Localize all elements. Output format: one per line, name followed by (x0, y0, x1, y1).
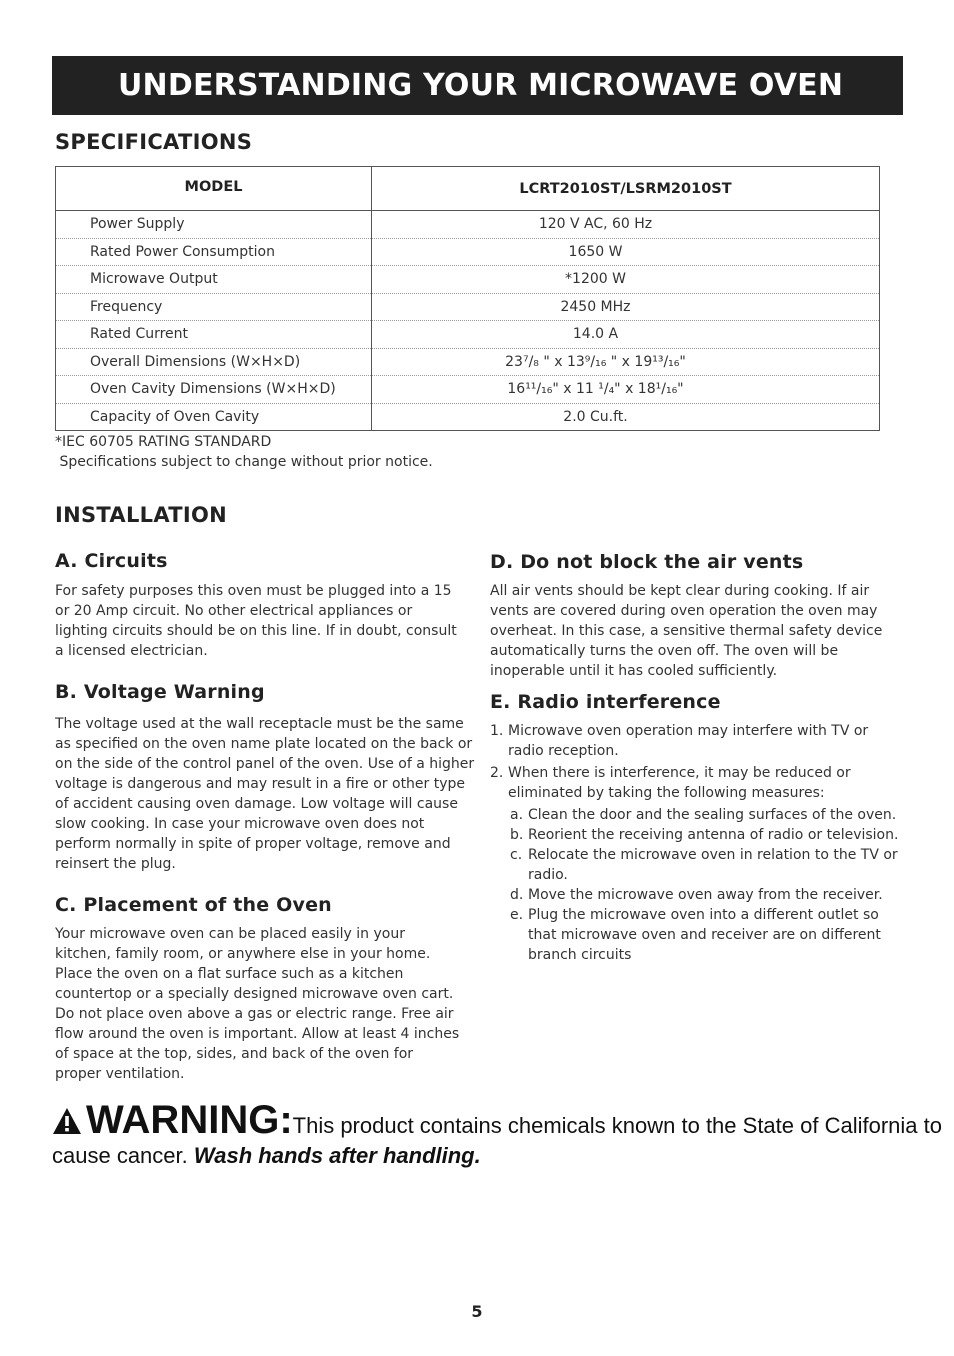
spec-label: Microwave Output (56, 266, 372, 294)
spec-label: Rated Current (56, 321, 372, 349)
radio-interference-heading: E. Radio interference (490, 691, 721, 713)
table-row (56, 211, 880, 239)
circuits-text: For safety purposes this oven must be plugged into a 15 or 20 Amp circuit. No other electrical appliances or lighting circuits should be on this line. If in doubt, consult a licensed electrician. (55, 583, 457, 659)
table-header-row (56, 167, 880, 211)
circuits-heading: A. Circuits (55, 550, 168, 572)
radio-interference-list (490, 721, 902, 965)
spec-value: 16¹¹/₁₆" x 11 ¹/₄" x 18¹/₁₆" (372, 376, 880, 404)
list-item (490, 763, 902, 803)
voltage-warning-text: The voltage used at the wall receptacle must be the same as specified on the oven name plate located on the back or on the side of the control panel of the oven. Use of a higher voltage is dangerous and may result in a fire or other type of accident causing oven damage. Low voltage will cause slow cooking. In case your microwave oven does not perform normally in spite of proper voltage, remove and reinsert the plug. (55, 716, 475, 872)
list-letter: c. (510, 847, 523, 863)
specifications-table (55, 166, 880, 431)
list-subitem (490, 825, 902, 845)
model-header: MODEL (56, 167, 372, 211)
list-text: Plug the microwave oven into a different outlet so that microwave oven and receiver are on different branch circuits (528, 907, 881, 963)
warning-label: WARNING: (86, 1098, 293, 1142)
table-row (56, 403, 880, 431)
table-row (56, 266, 880, 294)
list-text: When there is interference, it may be reduced or eliminated by taking the following measures: (508, 765, 851, 801)
voltage-warning-heading: B. Voltage Warning (55, 681, 265, 703)
air-vents-heading: D. Do not block the air vents (490, 551, 804, 573)
warning-text: This product contains chemicals known to the State of California to cause cancer. (52, 1113, 942, 1168)
placement-text: Your microwave oven can be placed easily in your kitchen, family room, or anywhere else in your home. Place the oven on a flat surface such as a kitchen countertop or a specially designed microwave oven cart. Do not place oven above a gas or electric range. Free air flow around the oven is important. Allow at least 4 inches of space at the top, sides, and back of the oven for proper ventilation. (55, 926, 460, 1082)
spec-label: Power Supply (56, 211, 372, 239)
spec-label: Rated Power Consumption (56, 238, 372, 266)
list-text: Reorient the receiving antenna of radio or television. (528, 827, 899, 843)
spec-label: Overall Dimensions (W×H×D) (56, 348, 372, 376)
rating-standard-note: *IEC 60705 RATING STANDARD (55, 434, 272, 450)
list-letter: b. (510, 827, 524, 843)
spec-label: Capacity of Oven Cavity (56, 403, 372, 431)
warning-emphasis: Wash hands after handling. (193, 1143, 481, 1168)
model-value-header: LCRT2010ST/LSRM2010ST (372, 167, 880, 211)
list-text: Move the microwave oven away from the receiver. (528, 887, 883, 903)
list-letter: a. (510, 807, 524, 823)
table-row (56, 321, 880, 349)
list-item (490, 721, 902, 761)
placement-heading: C. Placement of the Oven (55, 894, 332, 916)
list-subitem (490, 845, 902, 885)
installation-heading: INSTALLATION (55, 503, 228, 527)
list-text: Clean the door and the sealing surfaces of the oven. (528, 807, 897, 823)
spec-value: *1200 W (372, 266, 880, 294)
spec-change-note: Specifications subject to change without prior notice. (55, 454, 433, 470)
table-row (56, 238, 880, 266)
list-text: Microwave oven operation may interfere with TV or radio reception. (508, 723, 869, 759)
spec-value: 2.0 Cu.ft. (563, 408, 628, 425)
list-text: Relocate the microwave oven in relation to the TV or radio. (528, 847, 898, 883)
spec-value: 2450 MHz (372, 293, 880, 321)
warning-block (52, 1098, 942, 1170)
spec-value: 120 V AC, 60 Hz (372, 211, 880, 239)
specifications-heading: SPECIFICATIONS (55, 130, 253, 154)
page-number: 5 (471, 1302, 483, 1321)
list-subitem (490, 805, 902, 825)
list-subitem (490, 885, 902, 905)
list-subitem (490, 905, 902, 965)
spec-value: 14.0 A (372, 321, 880, 349)
list-number: 2. (490, 765, 504, 781)
page-banner: UNDERSTANDING YOUR MICROWAVE OVEN (52, 56, 903, 115)
spec-label: Oven Cavity Dimensions (W×H×D) (56, 376, 372, 404)
spec-value: 23⁷/₈ " x 13⁹/₁₆ " x 19¹³/₁₆" (372, 348, 880, 376)
list-number: 1. (490, 723, 504, 739)
air-vents-text: All air vents should be kept clear during cooking. If air vents are covered during oven operation the oven may overheat. In this case, a sensitive thermal safety device automatically turns the oven off. The oven will be inoperable until it has cooled sufficiently. (490, 583, 883, 679)
spec-value: 1650 W (372, 238, 880, 266)
warning-triangle-icon (52, 1107, 82, 1142)
table-row (56, 376, 880, 404)
list-letter: e. (510, 907, 524, 923)
spec-label: Frequency (56, 293, 372, 321)
table-row (56, 293, 880, 321)
table-row (56, 348, 880, 376)
list-letter: d. (510, 887, 524, 903)
